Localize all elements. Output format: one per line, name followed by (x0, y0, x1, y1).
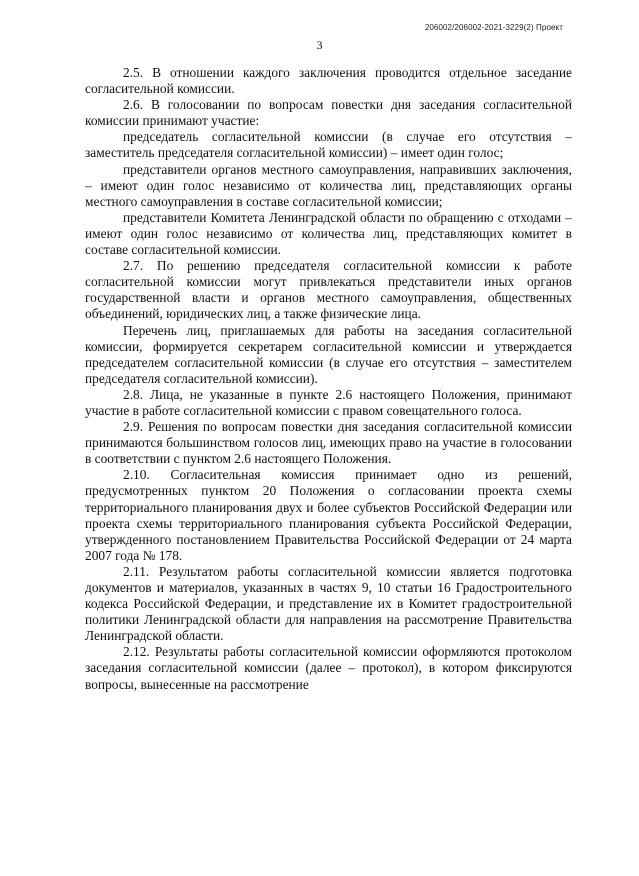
paragraph-2-12: 2.12. Результаты работы согласительной комиссии оформляются протоколом заседания согласительной комиссии (далее – протокол), в котором фиксируются вопросы, вынесенные на рассмотрение (85, 644, 572, 692)
paragraph-2-7: 2.7. По решению председателя согласительной комиссии к работе согласительной комиссии могут привлекаться представители иных органов государственной власти и органов местного самоуправления, общественных объединений, юридических лиц, а также физические лица. (85, 258, 572, 322)
paragraph-2-10: 2.10. Согласительная комиссия принимает одно из решений, предусмотренных пунктом 20 Положения о согласовании проекта схемы территориального планирования двух и более субъектов Российской Федерации или проекта схемы территориального планирования субъекта Российской Федерации, утвержденного постановлением Правительства Российской Федерации от 24 марта 2007 года № 178. (85, 467, 572, 563)
paragraph-2-5: 2.5. В отношении каждого заключения проводится отдельное заседание согласительной комиссии. (85, 65, 572, 97)
paragraph-committee-vote: представители Комитета Ленинградской области по обращению с отходами – имеют один голос независимо от количества лиц, представляющих комитет в составе согласительной комиссии. (85, 209, 572, 258)
paragraph-chairman-vote: председатель согласительной комиссии (в случае его отсутствия – заместитель председателя согласительной комиссии) – имеет один голос; (85, 129, 572, 161)
paragraph-2-8: 2.8. Лица, не указанные в пункте 2.6 настоящего Положения, принимают участие в работе согласительной комиссии с правом совещательного голоса. (85, 386, 572, 418)
paragraph-2-6: 2.6. В голосовании по вопросам повестки дня заседания согласительной комиссии принимают участие: (85, 97, 572, 129)
paragraph-invited-persons: Перечень лиц, приглашаемых для работы на заседания согласительной комиссии, формируется секретарем согласительной комиссии и утверждается председателем согласительной комиссии (в случае его отсутствия – заместителем председателя согласительной комиссии). (85, 322, 572, 386)
document-body (85, 65, 572, 693)
paragraph-local-government-vote: представители органов местного самоуправления, направивших заключения, – имеют один голос независимо от количества лиц, представляющих органы местного самоуправления в составе согласительной комиссии; (85, 161, 572, 209)
paragraph-2-11: 2.11. Результатом работы согласительной комиссии является подготовка документов и материалов, указанных в частях 9, 10 статьи 16 Градостроительного кодекса Российской Федерации, и представление их в Комитет градостроительной политики Ленинградской области для направления на рассмотрение Правительства Ленинградской области. (85, 563, 572, 644)
document-id: 206002/206002-2021-3229(2) Проект (424, 23, 563, 32)
page-number: 3 (316, 38, 323, 52)
paragraph-2-9: 2.9. Решения по вопросам повестки дня заседания согласительной комиссии принимаются большинством голосов лиц, имеющих право на участие в голосовании в соответствии с пунктом 2.6 настоящего Положения. (85, 419, 572, 467)
